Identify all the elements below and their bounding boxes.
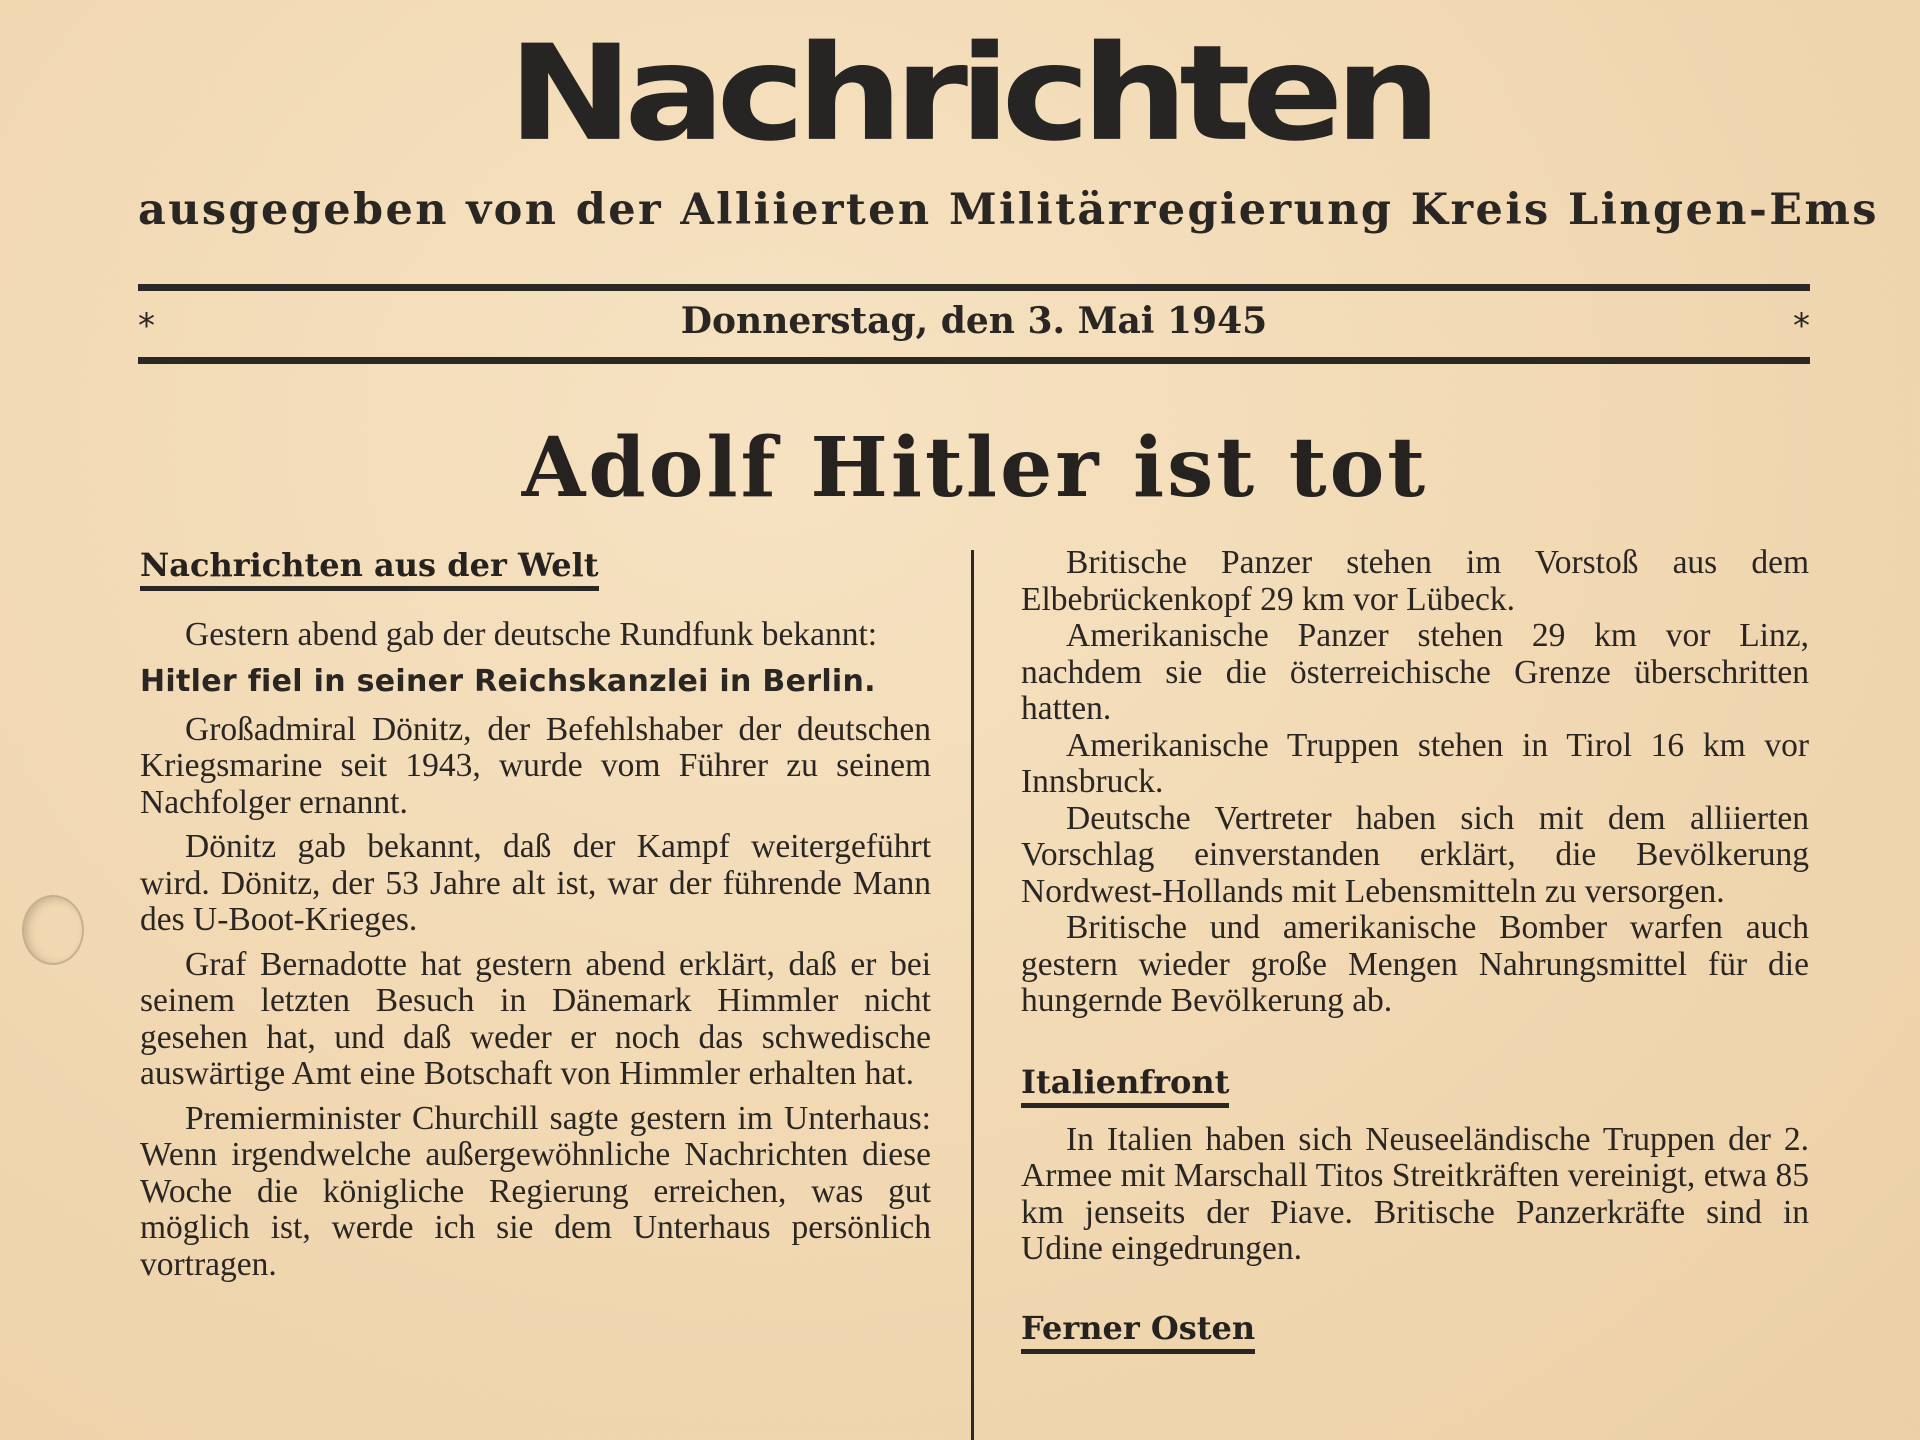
bottom-rule <box>138 357 1810 364</box>
paragraph-holland: Deutsche Vertreter haben sich mit dem alliierten Vorschlag einverstanden erklärt, die Bevölkerung Nordwest-Hollands mit Lebensmitteln zu versorgen. <box>1021 799 1809 910</box>
right-column <box>1021 545 1809 1368</box>
star-ornament-left: * <box>138 306 155 346</box>
paragraph-doenitz-war: Dönitz gab bekannt, daß der Kampf weitergeführt wird. Dönitz, der 53 Jahre alt ist, war der führende Mann des U-Boot-Krieges. <box>140 828 931 938</box>
top-rule <box>138 284 1810 291</box>
dateline <box>138 298 1810 354</box>
masthead-subtitle: ausgegeben von der Alliierten Militärregierung Kreis Lingen-Ems <box>138 185 1879 235</box>
section-title-world-news: Nachrichten aus der Welt <box>140 545 599 591</box>
intro-paragraph: Gestern abend gab der deutsche Rundfunk bekannt: <box>185 616 878 653</box>
paragraph-bombers: Britische und amerikanische Bomber warfen auch gestern wieder große Mengen Nahrungsmittel für die hungernde Bevölkerung ab. <box>1021 909 1809 1019</box>
paragraph-doenitz-successor: Großadmiral Dönitz, der Befehlshaber der deutschen Kriegsmarine seit 1943, wurde vom Führer zu seinem Nachfolger ernannt. <box>140 710 931 821</box>
paragraph-tirol: Amerikanische Truppen stehen in Tirol 16 km vor Innsbruck. <box>1021 726 1809 800</box>
paper-indentation-mark <box>22 895 84 965</box>
star-ornament-right: * <box>1793 306 1810 346</box>
paragraph-linz: Amerikanische Panzer stehen 29 km vor Linz, nachdem sie die österreichische Grenze überschritten hatten. <box>1021 617 1809 727</box>
section-title-italy-front: Italienfront <box>1021 1062 1229 1108</box>
paragraph-bernadotte: Graf Bernadotte hat gestern abend erklärt, daß er bei seinem letzten Besuch in Dänemark Himmler nicht gesehen hat, und daß weder er noch das schwedische auswärtige Amt eine Botschaft von Himmler erhalten hat. <box>140 945 931 1092</box>
section-title-far-east: Ferner Osten <box>1021 1308 1255 1354</box>
bold-announcement: Hitler fiel in seiner Reichskanzlei in Berlin. <box>140 663 876 699</box>
paragraph-churchill: Premierminister Churchill sagte gestern im Unterhaus: Wenn irgendwelche außergewöhnliche Nachrichten diese Woche die königliche Regierung erreichen, was gut möglich ist, werde ich sie dem Unterhaus persönlich vortragen. <box>140 1099 931 1283</box>
main-headline: Adolf Hitler ist tot <box>521 420 1429 516</box>
paragraph-italy: In Italien haben sich Neuseeländische Truppen der 2. Armee mit Marschall Titos Streitkräften vereinigt, etwa 85 km jenseits der Piave. Britische Panzerkräfte sind in Udine eingedrungen. <box>1021 1120 1809 1267</box>
issue-date: Donnerstag, den 3. Mai 1945 <box>680 300 1268 342</box>
column-divider <box>971 550 974 1440</box>
paragraph-luebeck: Britische Panzer stehen im Vorstoß aus dem Elbebrückenkopf 29 km vor Lübeck. <box>1021 544 1809 618</box>
left-column <box>140 545 931 1283</box>
masthead-title: Nachrichten <box>507 17 1433 171</box>
